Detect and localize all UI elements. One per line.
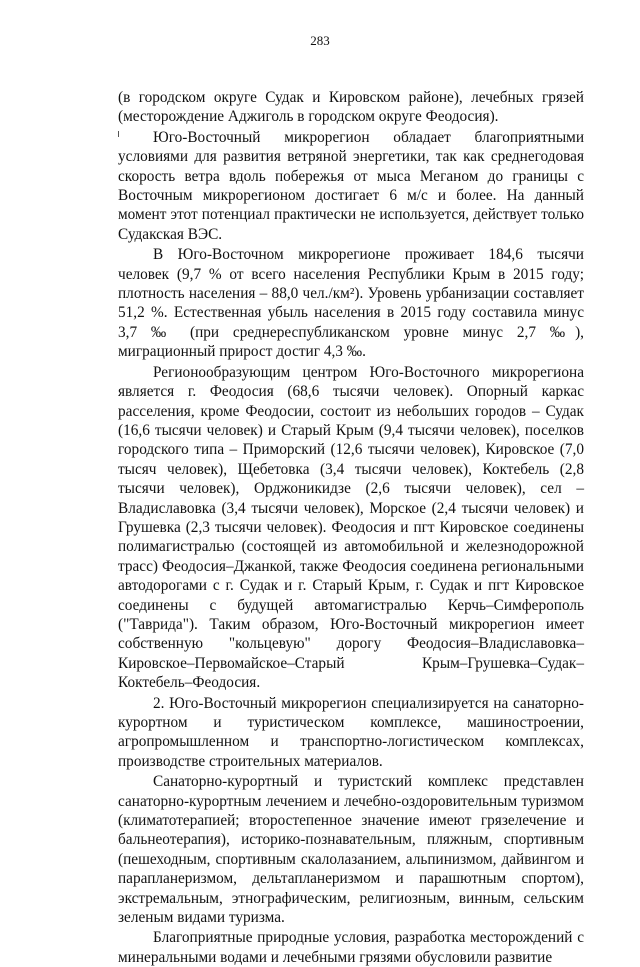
paragraph-wind-energy: Юго-Восточный микрорегион обладает благоприятными условиями для развития ветряной энергетики, так как среднегодовая скорость ветра вдоль побережья от мыса Меганом до границы с Восточным микрорегионом достигает 6 м/с и более. На данный момент этот потенциал практически не используется, действует только Судакская ВЭС. (118, 128, 584, 243)
paragraph-natural-conditions: Благоприятные природные условия, разработка месторождений с минеральными водами и лечебными грязями обусловили развитие (118, 929, 584, 966)
paragraph-population: В Юго-Восточном микрорегионе проживает 184,6 тысячи человек (9,7 % от всего населения Республики Крым в 2015 году; плотность населения – 88,0 чел./км²). Уровень урбанизации составляет 51,2 %. Естественная убыль населения в 2015 году составила минус 3,7 ‰ (при среднереспубликанском уровне минус 2,7 ‰), миграционный прирост достиг 4,3 ‰. (118, 246, 584, 361)
page-number: 283 (310, 33, 330, 48)
paragraph-specialization: 2. Юго-Восточный микрорегион специализируется на санаторно-курортном и туристическом комплексе, машиностроении, агропромышленном и транспортно-логистическом комплексах, производстве строительных материалов. (118, 694, 584, 770)
body-text (118, 88, 584, 967)
paragraph-continuation: (в городском округе Судак и Кировском районе), лечебных грязей (месторождение Аджиголь в городском округе Феодосия). (118, 89, 584, 126)
paragraph-settlement-structure: Регионообразующим центром Юго-Восточного микрорегиона является г. Феодосия (68,6 тысячи человек). Опорный каркас расселения, кроме Феодосии, состоит из небольших городов – Судак (16,6 тысячи человек) и Старый Крым (9,4 тысячи человек), поселков городского типа – Приморский (12,6 тысячи человек), Кировское (7,0 тысяч человек), Щебетовка (3,4 тысячи человек), Коктебель (2,8 тысячи человек), Орджоникидзе (2,6 тысячи человек), сел – Владиславовка (3,4 тысячи человек), Морское (2,4 тысячи человек) и Грушевка (2,3 тысячи человек). Феодосия и пгт Кировское соединены полимагистралью (состоящей из автомобильной и железнодорожной трасс) Феодосия–Джанкой, также Феодосия соединена региональными автодорогами с г. Судак и г. Старый Крым, г. Судак и пгт Кировское соединены с будущей автомагистралью Керчь–Симферополь ("Таврида"). Таким образом, Юго-Восточный микрорегион имеет собственную "кольцевую" дорогу Феодосия–Владиславовка–Кировское–Первомайское–Старый Крым–Грушевка–Судак–Коктебель–Феодосия. (118, 363, 584, 692)
paragraph-tourism-complex: Санаторно-курортный и туристский комплекс представлен санаторно-курортным лечением и лечебно-оздоровительным туризмом (климатотерапией; второстепенное значение имеют грязелечение и бальнеотерапия), историко-познавательным, пляжным, спортивным (пешеходным, спортивным скалолазанием, альпинизмом, дайвингом и парапланеризмом, дельтапланеризмом и парашютным спортом), экстремальным, этнографическим, религиозным, винным, сельским зеленым видами туризма. (118, 773, 584, 927)
